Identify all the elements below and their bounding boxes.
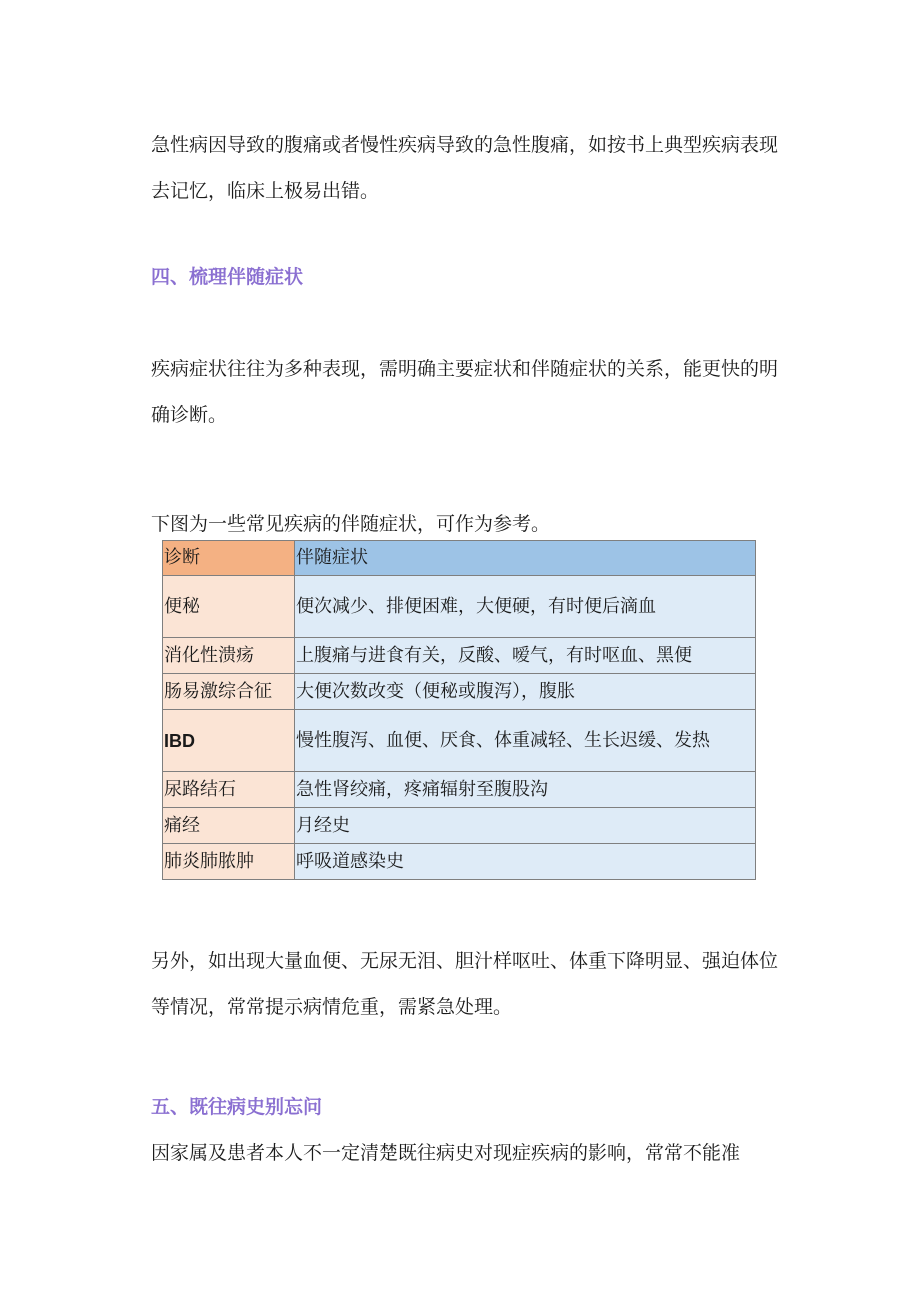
table-row <box>163 638 756 674</box>
table-row <box>163 674 756 710</box>
header-symptoms: 伴随症状 <box>295 541 756 576</box>
table-row <box>163 576 756 638</box>
table-row <box>163 710 756 772</box>
accompanying-symptoms-paragraph: 疾病症状往往为多种表现，需明确主要症状和伴随症状的关系，能更快的明确诊断。 <box>151 358 779 426</box>
row-diagnosis: 痛经 <box>163 808 295 844</box>
row-symptoms: 呼吸道感染史 <box>295 844 756 880</box>
row-diagnosis: 尿路结石 <box>163 772 295 808</box>
symptoms-table <box>162 540 756 880</box>
row-diagnosis: 便秘 <box>163 576 295 638</box>
row-symptoms: 急性肾绞痛，疼痛辐射至腹股沟 <box>295 772 756 808</box>
table-row <box>163 844 756 880</box>
intro-paragraph: 急性病因导致的腹痛或者慢性疾病导致的急性腹痛，如按书上典型疾病表现去记忆，临床上极易出错。 <box>151 134 779 202</box>
row-symptoms: 大便次数改变（便秘或腹泻），腹胀 <box>295 674 756 710</box>
table-row <box>163 772 756 808</box>
history-paragraph: 因家属及患者本人不一定清楚既往病史对现症疾病的影响，常常不能准 <box>151 1142 741 1164</box>
section-heading-four: 四、梳理伴随症状 <box>151 266 304 288</box>
row-diagnosis: IBD <box>163 710 295 772</box>
header-diagnosis: 诊断 <box>163 541 295 576</box>
section-heading-five: 五、既往病史别忘问 <box>151 1096 323 1118</box>
row-symptoms: 慢性腹泻、血便、厌食、体重减轻、生长迟缓、发热 <box>295 710 756 772</box>
row-diagnosis: 肺炎肺脓肿 <box>163 844 295 880</box>
row-symptoms: 上腹痛与进食有关，反酸、嗳气，有时呕血、黑便 <box>295 638 756 674</box>
table-caption: 下图为一些常见疾病的伴随症状，可作为参考。 <box>151 513 551 535</box>
critical-signs-paragraph: 另外，如出现大量血便、无尿无泪、胆汁样呕吐、体重下降明显、强迫体位等情况，常常提示病情危重，需紧急处理。 <box>151 950 779 1018</box>
row-symptoms: 便次减少、排便困难，大便硬，有时便后滴血 <box>295 576 756 638</box>
table-row <box>163 808 756 844</box>
row-diagnosis: 肠易激综合征 <box>163 674 295 710</box>
table-header-row <box>163 541 756 576</box>
row-diagnosis: 消化性溃疡 <box>163 638 295 674</box>
row-symptoms: 月经史 <box>295 808 756 844</box>
